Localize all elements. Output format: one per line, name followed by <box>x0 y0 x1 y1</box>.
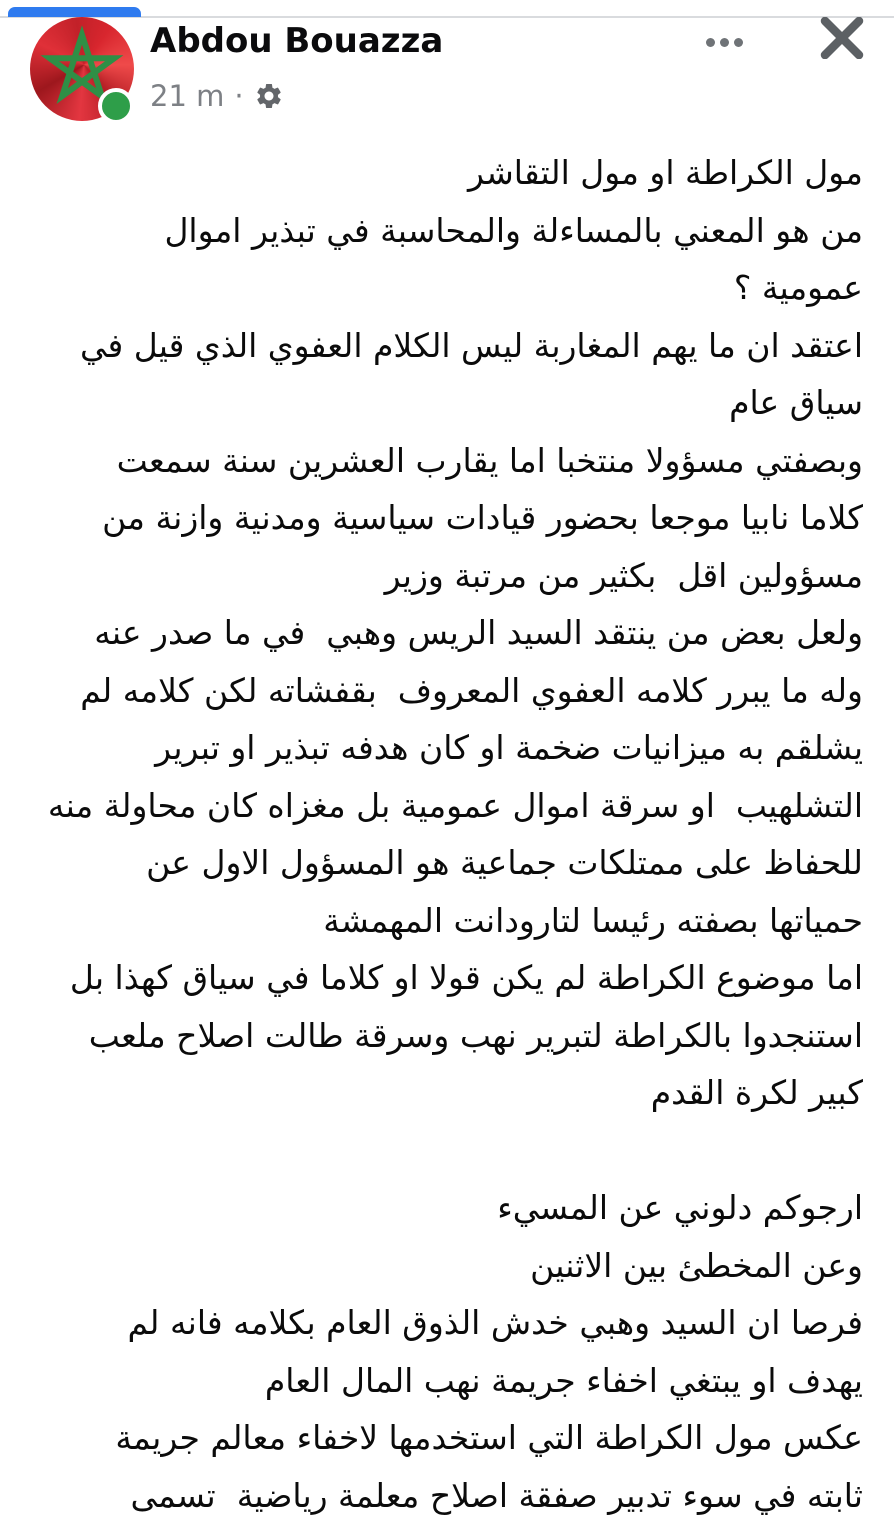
post-text-line: مول الكراطة او مول التقاشر <box>467 153 863 192</box>
post-timestamp: 21 m <box>150 79 225 113</box>
post-text-line: فرصا ان السيد وهبي خدش الذوق العام بكلامه فانه لم <box>127 1303 863 1342</box>
post-text-line: التشلهيب او سرقة اموال عمومية بل مغزاه كان محاولة منه <box>47 785 863 825</box>
three-dots-icon <box>734 38 743 47</box>
post-text-line: من هو المعني بالمساءلة والمحاسبة في تبذير اموال <box>164 210 863 250</box>
post-text-line <box>30 1122 863 1180</box>
online-status-dot <box>98 88 134 124</box>
post-text-line: ارجوكم دلوني عن المسيء <box>497 1188 863 1227</box>
avatar[interactable] <box>30 17 134 121</box>
browser-tab-indicator[interactable] <box>8 7 141 17</box>
three-dots-icon <box>706 38 715 47</box>
post-text-line: حمياتها بصفته رئيسا لتارودانت المهمشة <box>323 900 863 940</box>
post-text-line: يهدف او يبتغي اخفاء جريمة نهب المال العام <box>264 1360 863 1400</box>
post-text-line: وعن المخطئ بين الاثنين <box>530 1245 863 1285</box>
post-text-line: ثابته في سوء تدبير صفقة اصلاح معلمة رياضية تسمى <box>130 1475 863 1515</box>
post-text-line: وله ما يبرر كلامه العفوي المعروف بقفشاته لكن كلامه لم <box>80 670 863 710</box>
post-text-line: وبصفتي مسؤولا منتخبا اما يقارب العشرين سنة سمعت <box>116 440 863 480</box>
post-text-line: استنجدوا بالكراطة لتبرير نهب وسرقة طالت اصلاح ملعب <box>88 1015 863 1055</box>
three-dots-icon <box>720 38 729 47</box>
close-button[interactable] <box>816 12 868 64</box>
post-body <box>30 144 863 1524</box>
post-text-line: سياق عام <box>729 383 863 422</box>
post-text-line: مسؤولين اقل بكثير من مرتبة وزير <box>384 555 863 595</box>
post-text-line: اما موضوع الكراطة لم يكن قولا او كلاما في سياق كهذا بل <box>69 958 863 997</box>
close-icon <box>820 17 864 59</box>
post-text-line: كلاما نابيا موجعا بحضور قيادات سياسية ومدنية وازنة من <box>102 498 863 537</box>
post-text-line: كبير لكرة القدم <box>650 1073 863 1112</box>
post-author-name[interactable]: Abdou Bouazza <box>150 21 444 61</box>
post-text-line: ولعل بعض من ينتقد السيد الريس وهبي في ما صدر عنه <box>94 613 863 652</box>
post-text-line: اعتقد ان ما يهم المغاربة ليس الكلام العفوي الذي قيل في <box>79 325 863 365</box>
post-text-line: يشلقم به ميزانيات ضخمة او كان هدفه تبذير او تبرير <box>155 728 863 767</box>
meta-separator: · <box>234 79 244 113</box>
post-text-line: عكس مول الكراطة التي استخدمها لاخفاء معالم جريمة <box>115 1418 863 1457</box>
post-text-line: عمومية ؟ <box>733 268 863 307</box>
post-meta <box>150 79 284 113</box>
post-text-line: للحفاظ على ممتلكات جماعية هو المسؤول الاول عن <box>146 843 863 882</box>
post-options-button[interactable] <box>702 24 747 60</box>
privacy-gear-icon <box>254 81 284 111</box>
